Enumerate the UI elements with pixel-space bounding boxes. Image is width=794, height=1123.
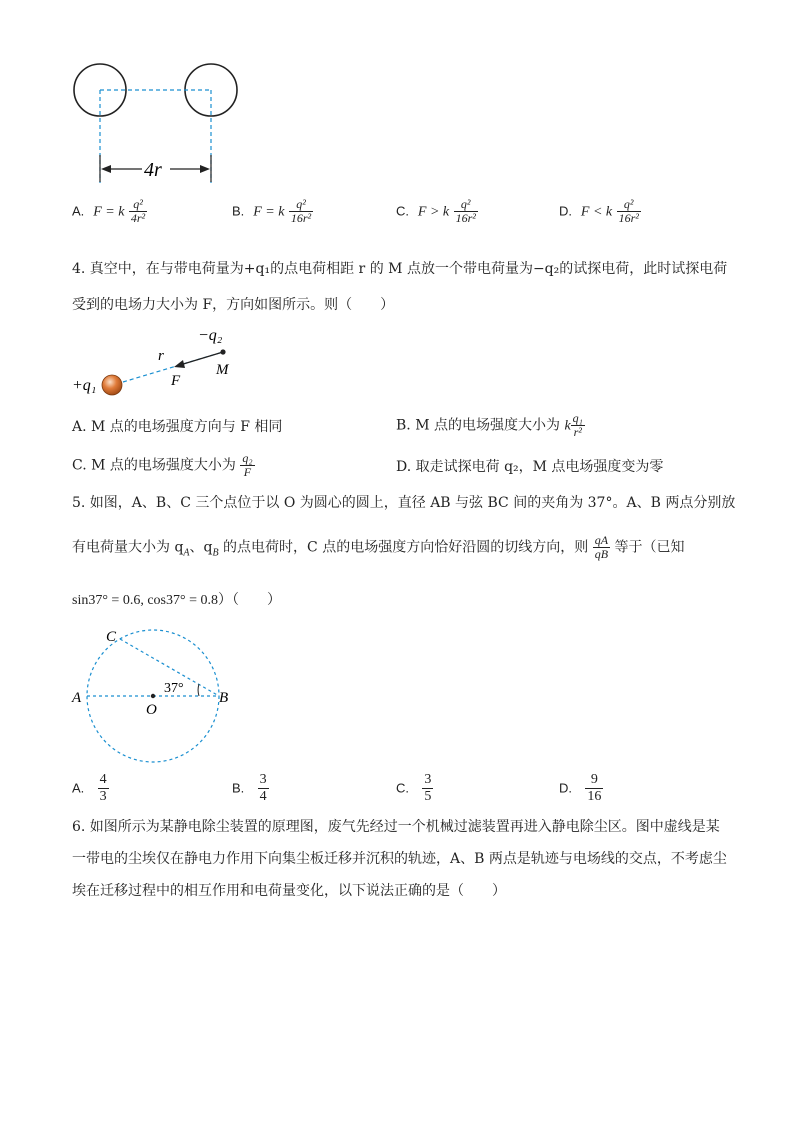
q5-circle-figure (68, 620, 243, 770)
q4-option-a[interactable]: A. M 点的电场强度方向与 F 相同 (72, 419, 283, 435)
q6-line1: 6. 如图所示为某静电除尘装置的原理图，废气先经过一个机械过滤装置再进入静电除尘区。图中虚线是某 (72, 819, 720, 835)
q3-options (72, 198, 772, 238)
q3-option-a[interactable]: A. F = k $\frac{\text{q²}}{\text{4r²}}$ (72, 197, 146, 225)
q4-option-b[interactable]: B. M 点的电场强度大小为 k $\frac{\text{q₁}}{\text{r²}}$ (396, 411, 583, 439)
charge-q1-label: +q₁ (72, 377, 97, 394)
q6-line2: 一带电的尘埃仅在静电力作用下向集尘板迁移并沉积的轨迹，A、B 两点是轨迹与电场线的交点，不考虑尘 (72, 851, 727, 867)
point-b-label: B (219, 690, 229, 706)
q4-line1: 4. 真空中，在与带电荷量为+q₁的点电荷相距 r 的 M 点放一个带电荷量为−q₂的试探电荷，此时试探电荷 (72, 261, 728, 277)
point-m (220, 349, 225, 354)
q4-figure (68, 320, 258, 400)
q5-options (72, 772, 772, 812)
point-a-label: A (72, 690, 82, 706)
q6-line3: 埃在迁移过程中的相互作用和电荷量变化，以下说法正确的是（ ） (72, 883, 506, 899)
q5-option-d[interactable]: D. $\frac{9}{16}$ (559, 772, 602, 804)
dimension-label: 4r (144, 159, 162, 181)
q5-line2: 有电荷量大小为 $q_A$、$q_B$ 的点电荷时，C 点的电场强度方向恰好沿圆的切线方向，则 $\frac{qA}{qB}$ 等于（已知 (72, 533, 685, 561)
m-label: M (216, 362, 229, 378)
q4-option-c[interactable]: C. M 点的电场强度大小为 $\frac{\text{q₂}}{F}$ (72, 451, 253, 479)
center-o (151, 694, 155, 698)
q5-option-b[interactable]: B. $\frac{3}{4}$ (232, 772, 267, 804)
q4-option-d[interactable]: D. 取走试探电荷 q₂，M 点电场强度变为零 (396, 459, 664, 475)
point-o-label: O (146, 702, 157, 718)
q5-option-c[interactable]: C. $\frac{3}{5}$ (396, 772, 432, 804)
angle-label: 37° (164, 681, 184, 696)
q3-option-d[interactable]: D. F < k $\frac{\text{q²}}{\text{16r²}}$ (559, 197, 639, 225)
q4-line2: 受到的电场力大小为 F，方向如图所示。则（ ） (72, 297, 395, 313)
angle-arc (198, 684, 199, 696)
point-c-label: C (106, 629, 117, 645)
charge-q2-label: −q₂ (198, 327, 223, 344)
two-spheres-figure (60, 55, 260, 190)
charge-q1-sphere (102, 375, 122, 395)
q3-option-b[interactable]: B. F = k $\frac{\text{q²}}{\text{16r²}}$ (232, 197, 312, 225)
q3-option-c[interactable]: C. F > k $\frac{\text{q²}}{\text{16r²}}$ (396, 197, 476, 225)
r-label: r (158, 348, 164, 364)
q5-line1: 5. 如图，A、B、C 三个点位于以 O 为圆心的圆上，直径 AB 与弦 BC 间的夹角为 37°。A、B 两点分别放 (72, 495, 736, 511)
f-label: F (171, 373, 181, 389)
q5-line3: sin37° = 0.6, cos37° = 0.8）（ ） (72, 593, 281, 608)
q5-option-a[interactable]: A. $\frac{4}{3}$ (72, 772, 107, 804)
